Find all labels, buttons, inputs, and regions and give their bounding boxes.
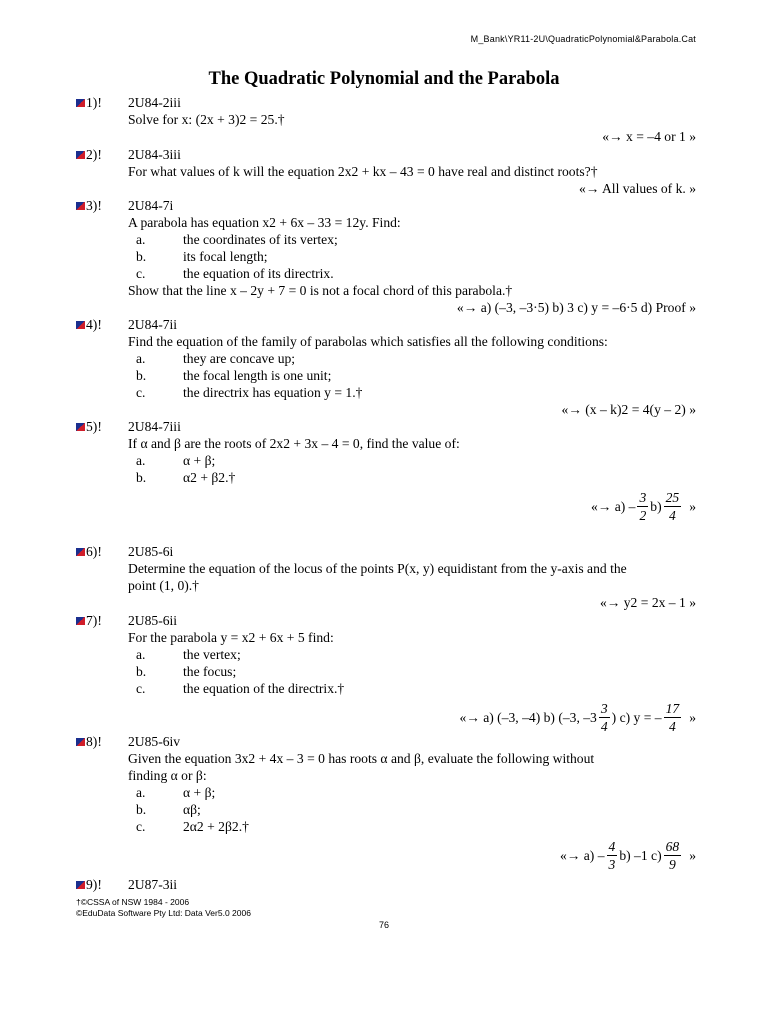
question-number: 2)! (86, 147, 102, 162)
question-answer: «→ a) (–3, –3·5) b) 3 c) y = –6·5 d) Proof » (456, 300, 696, 315)
footer-copyright-2: ©EduData Software Pty Ltd: Data Ver5.0 2006 (76, 908, 251, 918)
question-number: 7)! (86, 613, 102, 628)
question-prompt: Solve for x: (2x + 3)2 = 25.† (128, 112, 285, 127)
question-part: a. α + β; (136, 453, 216, 468)
question-number: 6)! (86, 544, 102, 559)
question-part: c. the equation of the directrix.† (136, 681, 345, 696)
question-answer: «→ All values of k. » (578, 181, 696, 196)
question-code: 2U84-2iii (128, 95, 181, 110)
question-part: c. the directrix has equation y = 1.† (136, 385, 363, 400)
question-part: b. the focal length is one unit; (136, 368, 332, 383)
question-answer: «→ a) (–3, –4) b) (–3, –3 $\frac{3}{4}$ ) c) y = – $\frac{17}{4}$ » (459, 700, 696, 734)
question-part: b. αβ; (136, 802, 201, 817)
question-part: a. α + β; (136, 785, 216, 800)
flag-icon (76, 202, 85, 210)
fraction: $\frac{3}{4}$ (600, 700, 608, 734)
question-1 (76, 94, 696, 145)
question-prompt-cont: point (1, 0).† (128, 578, 199, 593)
question-code: 2U84-7i (128, 198, 174, 213)
fraction: $\frac{4}{3}$ (608, 838, 616, 872)
page-title: The Quadratic Polynomial and the Parabola (208, 69, 560, 89)
question-number: 5)! (86, 419, 102, 434)
question-code: 2U84-3iii (128, 147, 181, 162)
question-part: a. the vertex; (136, 647, 241, 662)
question-prompt: If α and β are the roots of 2x2 + 3x – 4 = 0, find the value of: (128, 436, 460, 451)
question-2 (76, 146, 696, 197)
question-prompt: A parabola has equation x2 + 6x – 33 = 12y. Find: (128, 215, 401, 230)
fraction: $\frac{17}{4}$ (665, 700, 680, 734)
question-number: 3)! (86, 198, 102, 213)
question-part: b. its focal length; (136, 249, 268, 264)
question-code: 2U85-6i (128, 544, 174, 559)
flag-icon (76, 321, 85, 329)
flag-icon (76, 881, 85, 889)
fraction: $\frac{25}{4}$ (665, 489, 680, 523)
question-number: 8)! (86, 734, 102, 749)
question-8 (76, 733, 696, 875)
question-prompt: For the parabola y = x2 + 6x + 5 find: (128, 630, 334, 645)
question-4 (76, 316, 696, 418)
question-prompt: Given the equation 3x2 + 4x – 3 = 0 has roots α and β, evaluate the following without (128, 751, 595, 766)
question-part: b. the focus; (136, 664, 237, 679)
question-part: b. α2 + β2.† (136, 470, 236, 485)
question-prompt-cont: finding α or β: (128, 768, 207, 783)
flag-icon (76, 151, 85, 159)
question-9 (76, 876, 696, 893)
question-part: a. the coordinates of its vertex; (136, 232, 338, 247)
question-prompt: Find the equation of the family of parabolas which satisfies all the following conditions: (128, 334, 608, 349)
flag-icon (76, 423, 85, 431)
question-3 (76, 197, 696, 316)
question-number: 1)! (86, 95, 102, 110)
fraction: $\frac{68}{9}$ (665, 838, 680, 872)
question-code: 2U84-7iii (128, 419, 181, 434)
question-answer: «→ (x – k)2 = 4(y – 2) » (561, 402, 696, 417)
flag-icon (76, 548, 85, 556)
flag-icon (76, 617, 85, 625)
question-code: 2U87-3ii (128, 877, 178, 892)
footer-copyright-1: †©CSSA of NSW 1984 - 2006 (76, 897, 190, 907)
question-extra: Show that the line x – 2y + 7 = 0 is not a focal chord of this parabola.† (128, 283, 513, 298)
page-number: 76 (378, 920, 389, 930)
question-answer: «→ a) – $\frac{3}{2}$ b) $\frac{25}{4}$ » (590, 489, 696, 523)
flag-icon (76, 738, 85, 746)
question-number: 4)! (86, 317, 102, 332)
question-5 (76, 418, 696, 526)
question-answer: «→ x = –4 or 1 » (602, 129, 696, 144)
question-part: c. the equation of its directrix. (136, 266, 334, 281)
question-answer: «→ y2 = 2x – 1 » (599, 595, 696, 610)
question-part: c. 2α2 + 2β2.† (136, 819, 249, 834)
question-code: 2U85-6ii (128, 613, 178, 628)
question-7 (76, 612, 696, 737)
question-prompt: For what values of k will the equation 2x2 + kx – 43 = 0 have real and distinct roots?† (128, 164, 598, 179)
question-number: 9)! (86, 877, 102, 892)
question-part: a. they are concave up; (136, 351, 296, 366)
header-path: M_Bank\YR11-2U\QuadraticPolynomial&Parabola.Cat (470, 34, 696, 44)
question-code: 2U84-7ii (128, 317, 178, 332)
question-prompt: Determine the equation of the locus of the points P(x, y) equidistant from the y-axis and the (128, 561, 627, 576)
question-code: 2U85-6iv (128, 734, 181, 749)
question-6 (76, 543, 696, 611)
flag-icon (76, 99, 85, 107)
question-answer: «→ a) – $\frac{4}{3}$ b) –1 c) $\frac{68}{9}$ » (559, 838, 696, 872)
fraction: $\frac{3}{2}$ (639, 489, 647, 523)
